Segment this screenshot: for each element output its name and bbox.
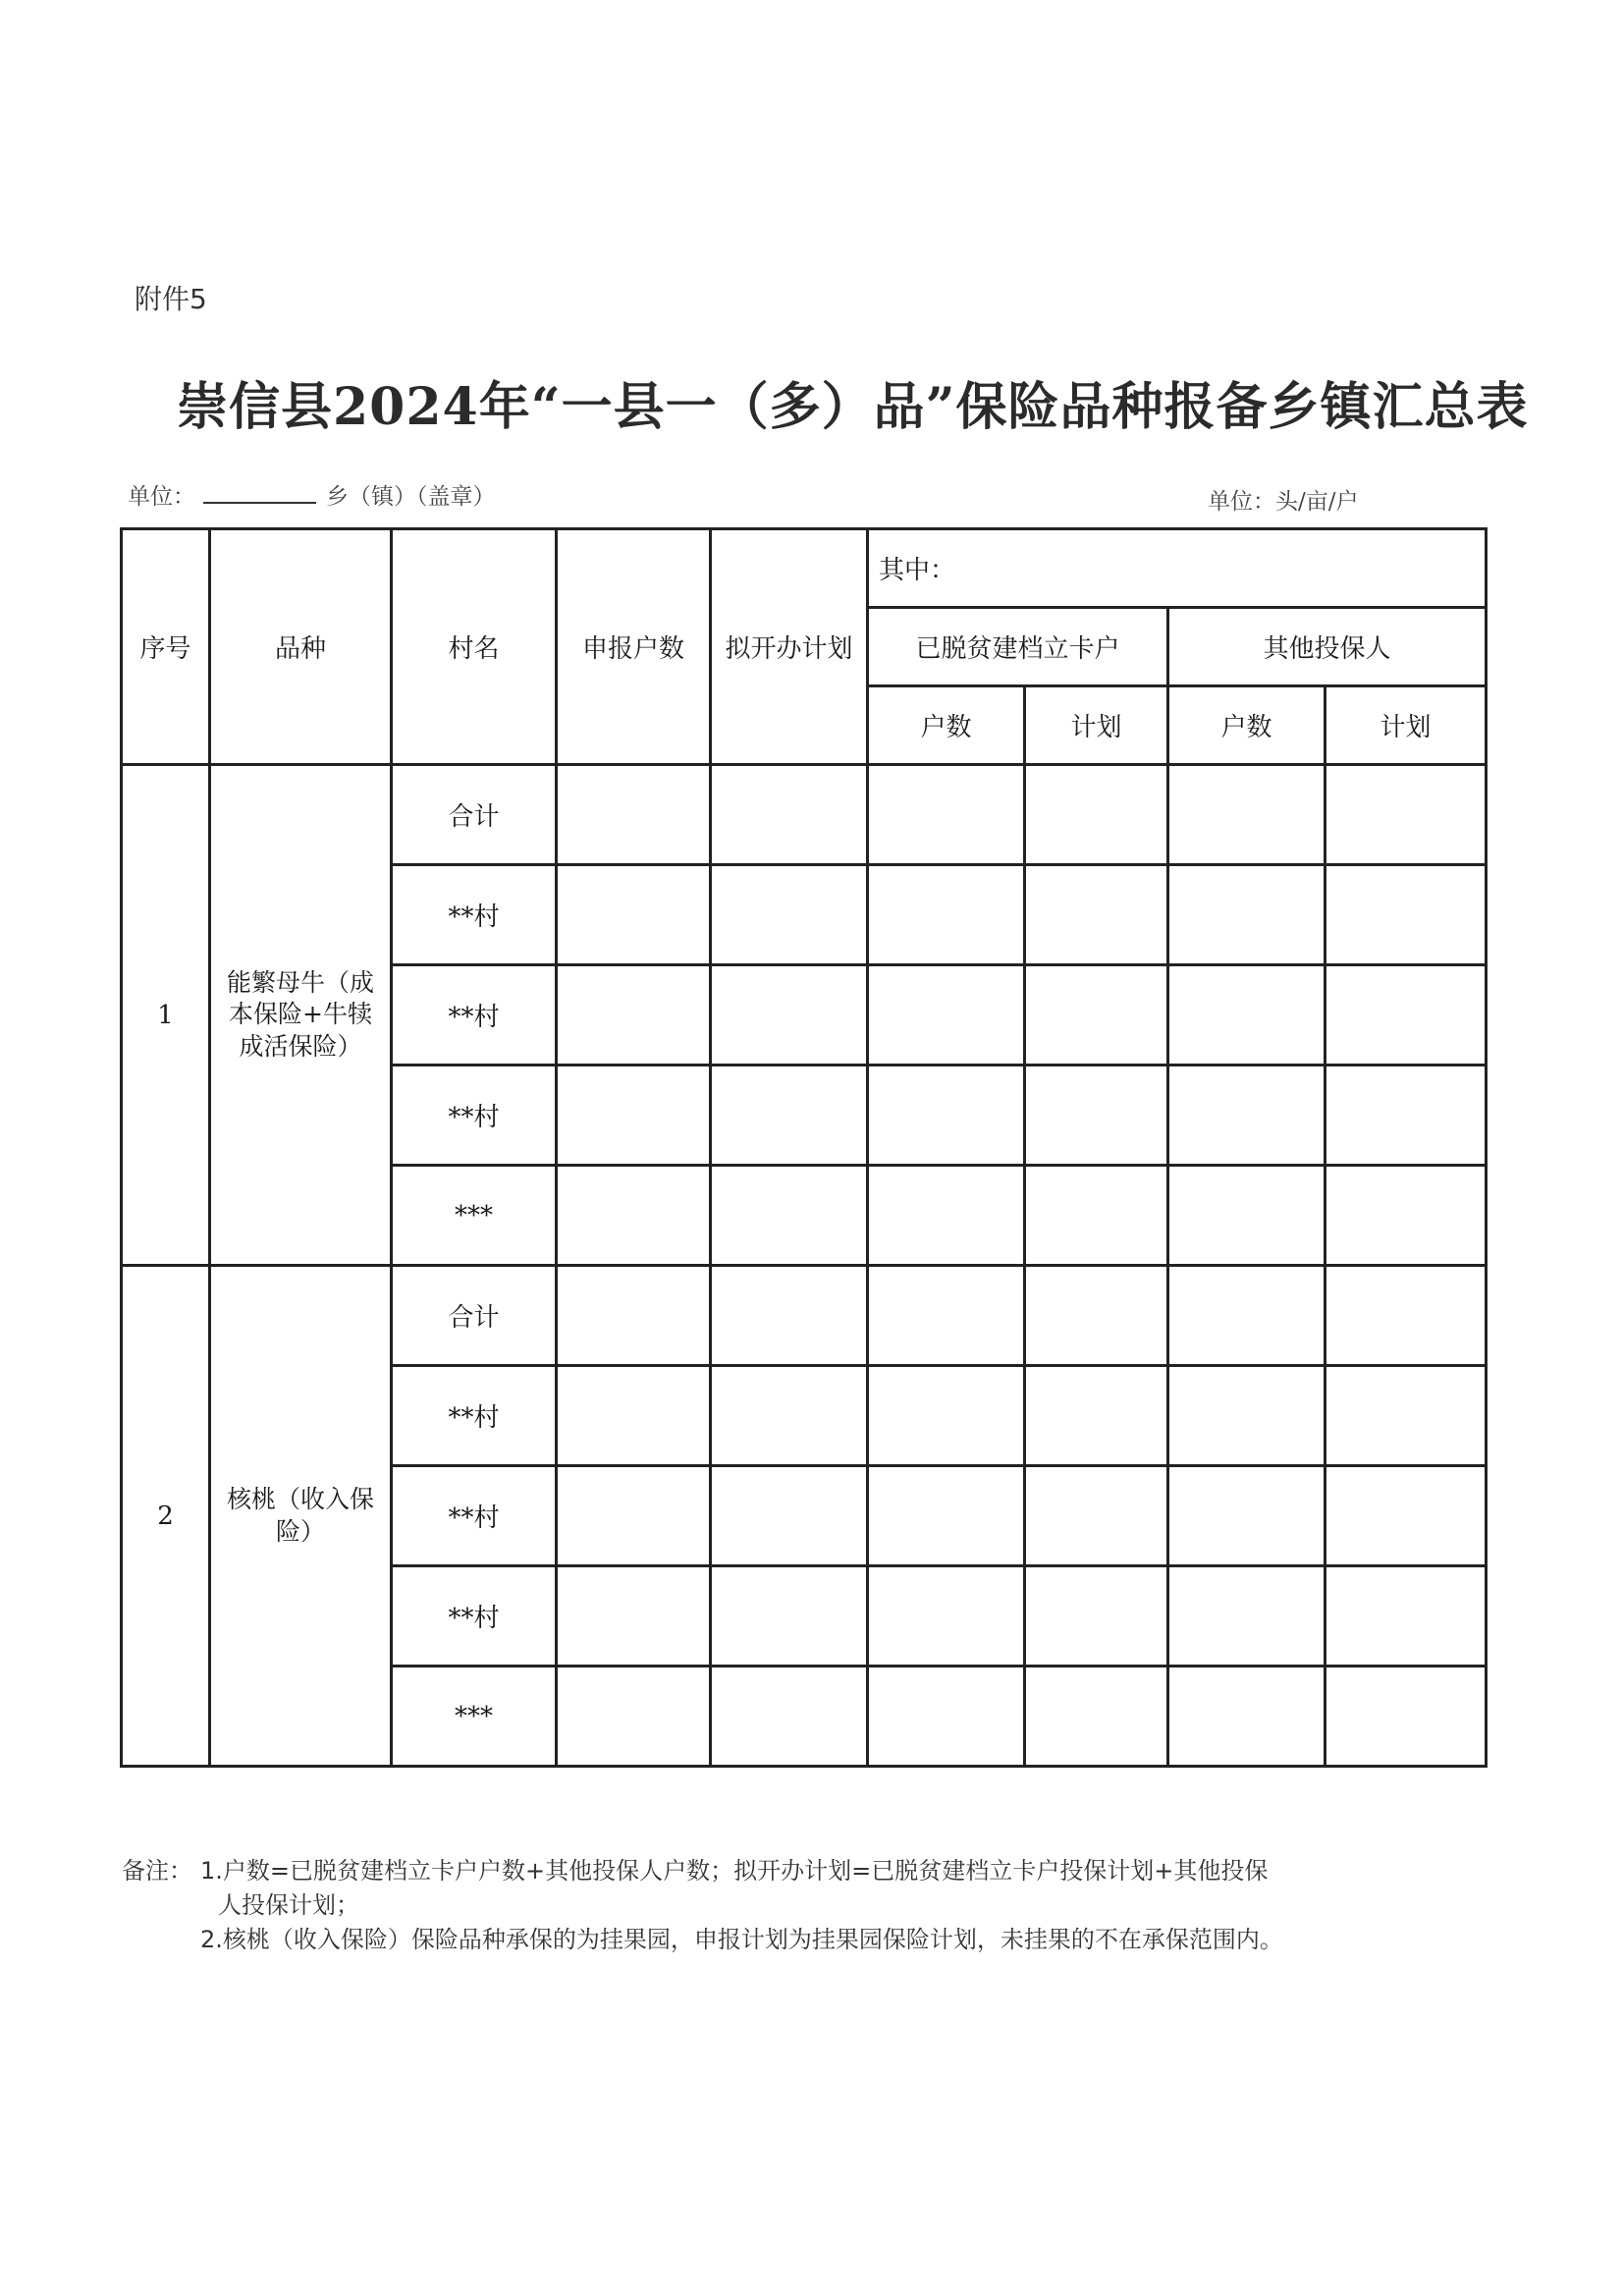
cell-other-plan[interactable]	[1325, 1667, 1487, 1767]
header-poverty-households: 户数	[868, 686, 1025, 765]
cell-other-plan[interactable]	[1325, 865, 1487, 965]
cell-planned[interactable]	[711, 1667, 868, 1767]
note-1-line-2: 人投保计划；	[218, 1890, 359, 1919]
cell-planned[interactable]	[711, 1166, 868, 1266]
cell-poverty-plan[interactable]	[1025, 1166, 1168, 1266]
cell-poverty-plan[interactable]	[1025, 765, 1168, 865]
cell-seq: 2	[122, 1266, 210, 1767]
cell-poverty-households[interactable]	[868, 1667, 1025, 1767]
cell-declared-households[interactable]	[557, 1266, 711, 1366]
cell-declared-households[interactable]	[557, 1166, 711, 1266]
cell-poverty-households[interactable]	[868, 765, 1025, 865]
cell-planned[interactable]	[711, 765, 868, 865]
cell-poverty-plan[interactable]	[1025, 865, 1168, 965]
table-row	[122, 765, 1487, 865]
header-planned: 拟开办计划	[711, 529, 868, 765]
header-other-plan: 计划	[1325, 686, 1487, 765]
cell-other-plan[interactable]	[1325, 1066, 1487, 1166]
cell-village: **村	[392, 1566, 557, 1667]
header-village: 村名	[392, 529, 557, 765]
cell-other-plan[interactable]	[1325, 1266, 1487, 1366]
cell-other-households[interactable]	[1168, 1366, 1325, 1466]
cell-village: 合计	[392, 765, 557, 865]
summary-table	[120, 527, 1488, 1768]
cell-declared-households[interactable]	[557, 765, 711, 865]
cell-other-plan[interactable]	[1325, 1566, 1487, 1667]
cell-declared-households[interactable]	[557, 1566, 711, 1667]
cell-declared-households[interactable]	[557, 1066, 711, 1166]
table-row	[122, 1266, 1487, 1366]
cell-other-plan[interactable]	[1325, 1366, 1487, 1466]
cell-poverty-plan[interactable]	[1025, 1566, 1168, 1667]
cell-other-households[interactable]	[1168, 1566, 1325, 1667]
cell-planned[interactable]	[711, 1366, 868, 1466]
cell-other-households[interactable]	[1168, 865, 1325, 965]
cell-declared-households[interactable]	[557, 865, 711, 965]
cell-other-households[interactable]	[1168, 965, 1325, 1066]
cell-poverty-plan[interactable]	[1025, 1366, 1168, 1466]
attachment-label: 附件5	[135, 283, 207, 315]
cell-other-plan[interactable]	[1325, 965, 1487, 1066]
note-2: 2.核桃（收入保险）保险品种承保的为挂果园，申报计划为挂果园保险计划，未挂果的不在承保范围内。	[200, 1925, 1283, 1953]
cell-village: **村	[392, 865, 557, 965]
header-declared-households: 申报户数	[557, 529, 711, 765]
cell-poverty-households[interactable]	[868, 965, 1025, 1066]
cell-poverty-households[interactable]	[868, 1566, 1025, 1667]
cell-planned[interactable]	[711, 1566, 868, 1667]
unit-line-left	[128, 478, 496, 511]
cell-other-plan[interactable]	[1325, 1166, 1487, 1266]
cell-other-households[interactable]	[1168, 1066, 1325, 1166]
cell-poverty-plan[interactable]	[1025, 1667, 1168, 1767]
header-seq: 序号	[122, 529, 210, 765]
cell-poverty-plan[interactable]	[1025, 1066, 1168, 1166]
cell-seq: 1	[122, 765, 210, 1266]
header-poverty-plan: 计划	[1025, 686, 1168, 765]
cell-village: **村	[392, 1366, 557, 1466]
cell-other-plan[interactable]	[1325, 1466, 1487, 1566]
cell-planned[interactable]	[711, 965, 868, 1066]
cell-village: ***	[392, 1667, 557, 1767]
cell-poverty-plan[interactable]	[1025, 1266, 1168, 1366]
cell-poverty-plan[interactable]	[1025, 965, 1168, 1066]
cell-poverty-plan[interactable]	[1025, 1466, 1168, 1566]
cell-declared-households[interactable]	[557, 1667, 711, 1767]
header-of-which: 其中：	[868, 529, 1487, 608]
cell-other-households[interactable]	[1168, 1667, 1325, 1767]
cell-declared-households[interactable]	[557, 965, 711, 1066]
cell-poverty-households[interactable]	[868, 865, 1025, 965]
cell-planned[interactable]	[711, 1266, 868, 1366]
cell-declared-households[interactable]	[557, 1366, 711, 1466]
cell-village: **村	[392, 1066, 557, 1166]
unit-prefix: 单位：	[128, 484, 195, 510]
header-group-poverty: 已脱贫建档立卡户	[868, 608, 1168, 686]
cell-planned[interactable]	[711, 1066, 868, 1166]
cell-poverty-households[interactable]	[868, 1166, 1025, 1266]
header-variety: 品种	[210, 529, 392, 765]
cell-variety: 核桃（收入保险）	[210, 1266, 392, 1767]
cell-other-households[interactable]	[1168, 765, 1325, 865]
cell-planned[interactable]	[711, 865, 868, 965]
cell-other-plan[interactable]	[1325, 765, 1487, 865]
cell-village: **村	[392, 965, 557, 1066]
cell-poverty-households[interactable]	[868, 1066, 1025, 1166]
cell-other-households[interactable]	[1168, 1266, 1325, 1366]
header-group-other: 其他投保人	[1168, 608, 1487, 686]
page-title: 崇信县2024年“一县一（多）品”保险品种报备乡镇汇总表	[177, 377, 1529, 437]
cell-variety: 能繁母牛（成本保险+牛犊成活保险）	[210, 765, 392, 1266]
cell-poverty-households[interactable]	[868, 1366, 1025, 1466]
cell-planned[interactable]	[711, 1466, 868, 1566]
notes-label: 备注：	[122, 1857, 192, 1885]
township-blank-field[interactable]	[203, 501, 316, 504]
cell-other-households[interactable]	[1168, 1466, 1325, 1566]
notes	[122, 1854, 1283, 1956]
cell-other-households[interactable]	[1168, 1166, 1325, 1266]
note-1-line-1: 1.户数=已脱贫建档立卡户户数+其他投保人户数；拟开办计划=已脱贫建档立卡户投保计划+其他投保	[200, 1857, 1269, 1885]
header-other-households: 户数	[1168, 686, 1325, 765]
cell-village: **村	[392, 1466, 557, 1566]
cell-village: 合计	[392, 1266, 557, 1366]
cell-poverty-households[interactable]	[868, 1466, 1025, 1566]
unit-of-measure: 单位：头/亩/户	[1208, 489, 1359, 515]
cell-declared-households[interactable]	[557, 1466, 711, 1566]
unit-suffix: 乡（镇）（盖章）	[326, 484, 496, 510]
cell-village: ***	[392, 1166, 557, 1266]
cell-poverty-households[interactable]	[868, 1266, 1025, 1366]
